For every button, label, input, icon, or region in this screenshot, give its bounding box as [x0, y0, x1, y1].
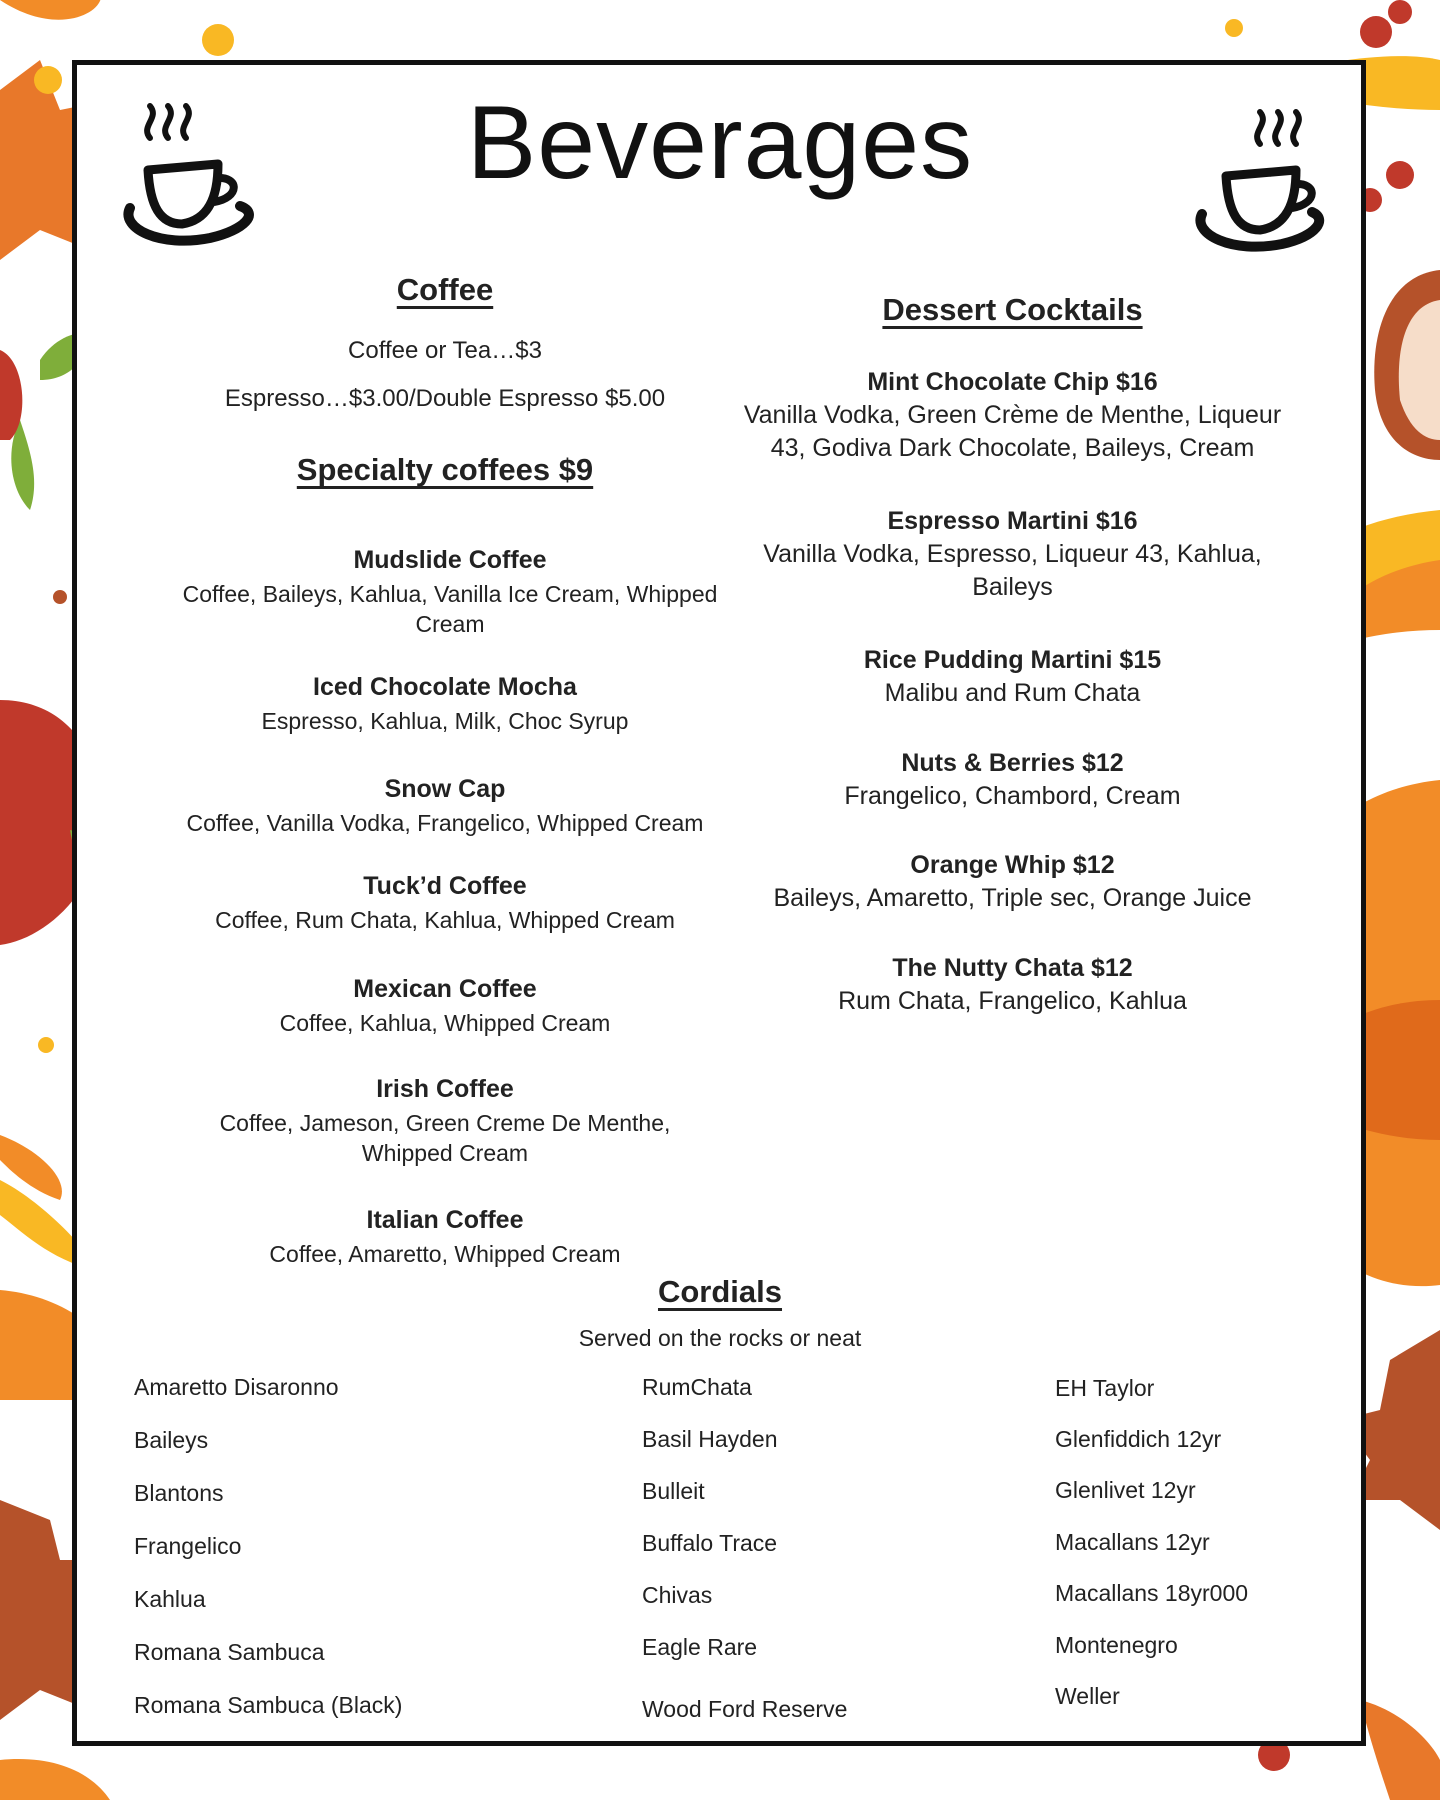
dessert-item: [735, 646, 1290, 710]
item-name: Mudslide Coffee: [353, 546, 547, 574]
item-name: Orange Whip $12: [910, 851, 1115, 879]
list-item: Glenlivet 12yr: [1055, 1477, 1196, 1503]
specialty-item: [150, 872, 740, 935]
item-name: The Nutty Chata $12: [892, 954, 1133, 982]
item-name: Iced Chocolate Mocha: [313, 673, 577, 701]
item-name: Nuts & Berries $12: [901, 749, 1124, 777]
dessert-item: [745, 507, 1280, 604]
cordials-subtitle: Served on the rocks or neat: [578, 1325, 862, 1351]
specialty-item: [150, 975, 740, 1038]
red-berry: [1360, 16, 1392, 48]
dessert-item: [735, 954, 1290, 1018]
dessert-item: [735, 851, 1290, 915]
coffee-cup-icon: [1188, 104, 1328, 264]
red-berry: [1388, 0, 1412, 24]
berry-dot: [53, 590, 67, 604]
list-item: Glenfiddich 12yr: [1055, 1426, 1222, 1452]
dessert-heading: Dessert Cocktails: [882, 292, 1143, 327]
item-name: Mexican Coffee: [353, 975, 537, 1003]
list-item: Romana Sambuca: [134, 1639, 325, 1665]
list-item: Chivas: [642, 1582, 713, 1608]
item-desc: Espresso, Kahlua, Milk, Choc Syrup: [261, 708, 629, 734]
item-desc: Frangelico, Chambord, Cream: [844, 782, 1181, 810]
list-item: Basil Hayden: [642, 1426, 778, 1452]
coffee-cup-icon: [120, 98, 260, 258]
orange-leaf-bottom-right: [1360, 1700, 1440, 1800]
list-item: Baileys: [134, 1427, 209, 1453]
specialty-item: [150, 1206, 740, 1269]
item-desc: Coffee, Kahlua, Whipped Cream: [279, 1010, 611, 1036]
specialty-item: [150, 673, 740, 736]
coffee-line-1: Coffee or Tea…$3: [348, 337, 542, 364]
list-item: Montenegro: [1055, 1632, 1178, 1658]
list-item: Romana Sambuca (Black): [134, 1692, 403, 1718]
orange-leaf-top-left: [0, 0, 101, 20]
item-name: Espresso Martini $16: [887, 507, 1138, 535]
list-item: Buffalo Trace: [642, 1530, 778, 1556]
specialty-item: [210, 1075, 680, 1168]
item-desc: Vanilla Vodka, Green Crème de Menthe, Liqueur 43, Godiva Dark Chocolate, Baileys, Cream: [743, 401, 1282, 462]
coffee-line-2: Espresso…$3.00/Double Espresso $5.00: [224, 385, 666, 412]
list-item: EH Taylor: [1055, 1375, 1155, 1401]
berry-dot: [1225, 19, 1243, 37]
item-name: Mint Chocolate Chip $16: [867, 368, 1158, 396]
list-item: Amaretto Disaronno: [134, 1374, 339, 1400]
list-item: Bulleit: [642, 1478, 705, 1504]
item-desc: Coffee, Baileys, Kahlua, Vanilla Ice Cream, Whipped Cream: [182, 581, 718, 637]
list-item: Kahlua: [134, 1586, 206, 1612]
dessert-item: [735, 368, 1290, 465]
item-desc: Rum Chata, Frangelico, Kahlua: [838, 987, 1187, 1015]
dessert-item: [735, 749, 1290, 813]
item-name: Rice Pudding Martini $15: [863, 646, 1162, 674]
berry-dot: [202, 24, 234, 56]
list-item: Weller: [1055, 1683, 1120, 1709]
item-desc: Coffee, Vanilla Vodka, Frangelico, Whipped Cream: [186, 810, 704, 836]
list-item: Eagle Rare: [642, 1634, 758, 1660]
item-name: Snow Cap: [384, 775, 506, 803]
item-name: Irish Coffee: [376, 1075, 514, 1103]
list-item: Macallans 18yr000: [1055, 1580, 1249, 1606]
coffee-heading: Coffee: [396, 272, 494, 307]
item-desc: Baileys, Amaretto, Triple sec, Orange Juice: [773, 884, 1252, 912]
list-item: Blantons: [134, 1480, 224, 1506]
specialty-item: [165, 546, 735, 639]
item-name: Tuck’d Coffee: [363, 872, 527, 900]
page-title: Beverages: [466, 85, 974, 201]
item-desc: Coffee, Jameson, Green Creme De Menthe, Whipped Cream: [219, 1110, 671, 1166]
item-desc: Coffee, Rum Chata, Kahlua, Whipped Cream: [215, 907, 675, 933]
list-item: Macallans 12yr: [1055, 1529, 1210, 1555]
orange-leaf-bottom-left: [0, 1759, 110, 1800]
item-desc: Malibu and Rum Chata: [884, 679, 1141, 707]
item-desc: Coffee, Amaretto, Whipped Cream: [269, 1241, 621, 1267]
list-item: Frangelico: [134, 1533, 242, 1559]
berry-dot: [38, 1037, 54, 1053]
cordials-heading: Cordials: [657, 1274, 783, 1309]
list-item: Wood Ford Reserve: [642, 1696, 848, 1722]
item-name: Italian Coffee: [366, 1206, 524, 1234]
specialty-heading: Specialty coffees $9: [296, 452, 594, 487]
item-desc: Vanilla Vodka, Espresso, Liqueur 43, Kahlua, Baileys: [763, 540, 1262, 601]
list-item: RumChata: [642, 1374, 752, 1400]
specialty-item: [150, 775, 740, 838]
